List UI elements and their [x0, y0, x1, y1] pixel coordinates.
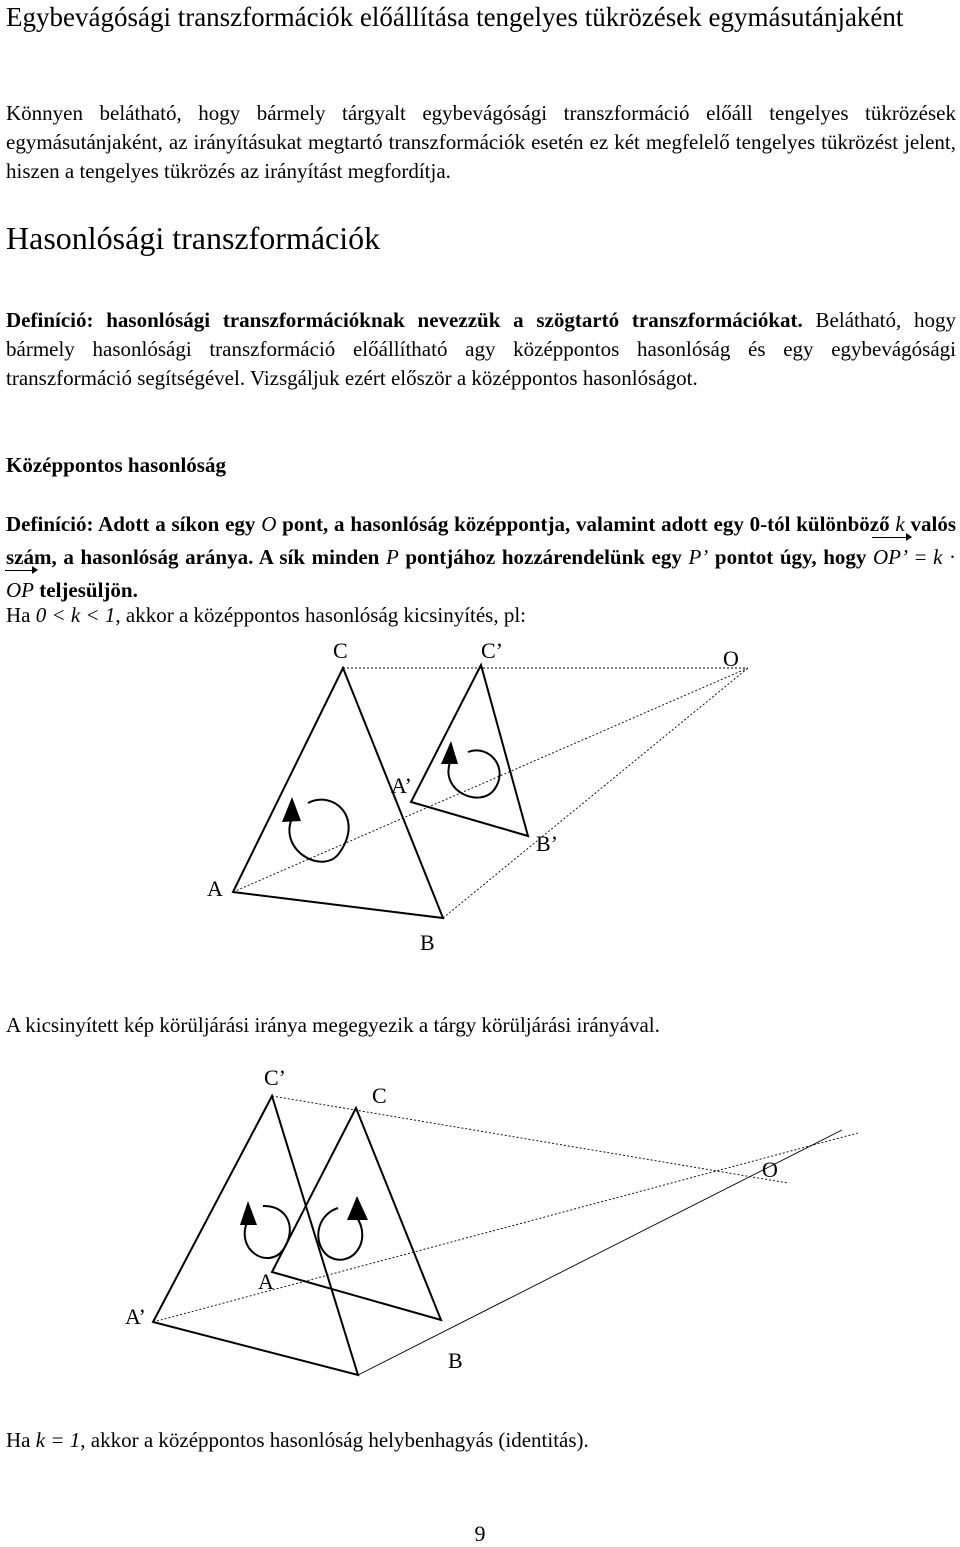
label-B-prime: B’: [536, 831, 558, 856]
def2-dot: ·: [942, 545, 956, 569]
case2-post: , akkor a középpontos hasonlóság helybenhagyás (identitás).: [80, 1428, 589, 1452]
case-identity: [6, 1426, 956, 1455]
document-title: Egybevágósági transzformációk előállítása tengelyes tükrözések egymásutánjaként: [6, 2, 904, 32]
def2-equals: =: [908, 545, 934, 569]
def2-part4: pontjához hozzárendelünk egy: [398, 545, 689, 569]
label2-B: B: [448, 1348, 463, 1373]
label2-C: C: [372, 1083, 387, 1108]
intro-paragraph: Könnyen belátható, hogy bármely tárgyalt egybevágósági transzformáció előáll tengelyes tükrözések egymásutánjaként, az irányításukat megtartó transzformációk esetén ez két megfelelő tengelyes tükrözést jelent, hiszen a tengelyes tükrözés az irányítást megfordítja.: [6, 101, 956, 183]
def2-P-prime: P’: [688, 545, 709, 569]
definition-similarity-text: Definíció: hasonlósági transzformációknak nevezzük a szögtartó transzformációkat.: [6, 308, 803, 332]
label-C-prime: C’: [481, 638, 503, 663]
label-A: A: [207, 876, 223, 901]
def2-part1: Definíció: Adott a síkon egy: [6, 512, 262, 536]
orientation-arrow-small: [448, 750, 499, 797]
vector-OP-prime: OP’: [873, 541, 908, 574]
def2-k2: k: [933, 545, 943, 569]
caption-shrink: A kicsinyített kép körüljárási iránya megegyezik a tárgy körüljárási irányával.: [6, 1013, 660, 1037]
label2-A-prime: A’: [125, 1304, 146, 1329]
label-O: O: [723, 646, 739, 671]
orientation-arrow-large: [289, 800, 348, 862]
case2-pre: Ha: [6, 1428, 36, 1452]
case2-condition: k = 1: [35, 1428, 81, 1452]
section-heading: Hasonlósági transzformációk: [6, 220, 381, 256]
arrowhead-small: [441, 741, 458, 764]
def2-part2: pont, a hasonlóság középpontja, valamint adott egy 0-tól különböző: [276, 512, 896, 536]
def2-part5: pontot úgy, hogy: [708, 545, 874, 569]
def2-part3: valós szám, a hasonlóság aránya. A sík minden: [6, 512, 956, 569]
label2-A: A: [258, 1269, 274, 1294]
def2-O: O: [261, 512, 277, 536]
subsection-heading: Középpontos hasonlóság: [6, 453, 226, 477]
case1-post: , akkor a középpontos hasonlóság kicsinyítés, pl:: [115, 603, 527, 627]
case1-pre: Ha: [6, 603, 36, 627]
label-C: C: [333, 638, 348, 663]
arrowhead-large: [282, 797, 301, 822]
case1-condition: 0 < k < 1: [35, 603, 116, 627]
similarity-explanation: Belátható, hogy bármely hasonlósági transzformáció előállítható agy középpontos hasonlóság és egy egybevágósági transzformáció segítségével. Vizsgáljuk ezért először a középpontos hasonlóságot.: [6, 308, 956, 390]
vector-OP: OP: [6, 574, 34, 607]
label-A-prime: A’: [391, 773, 412, 798]
label2-O: O: [762, 1157, 778, 1182]
def2-P: P: [385, 545, 399, 569]
page-number: 9: [474, 1521, 486, 1546]
label2-C-prime: C’: [264, 1065, 286, 1090]
ray-O-B: [443, 668, 748, 918]
label-B: B: [420, 930, 435, 955]
def2-k: k: [895, 512, 905, 536]
def2-part6: teljesüljön.: [34, 578, 138, 602]
